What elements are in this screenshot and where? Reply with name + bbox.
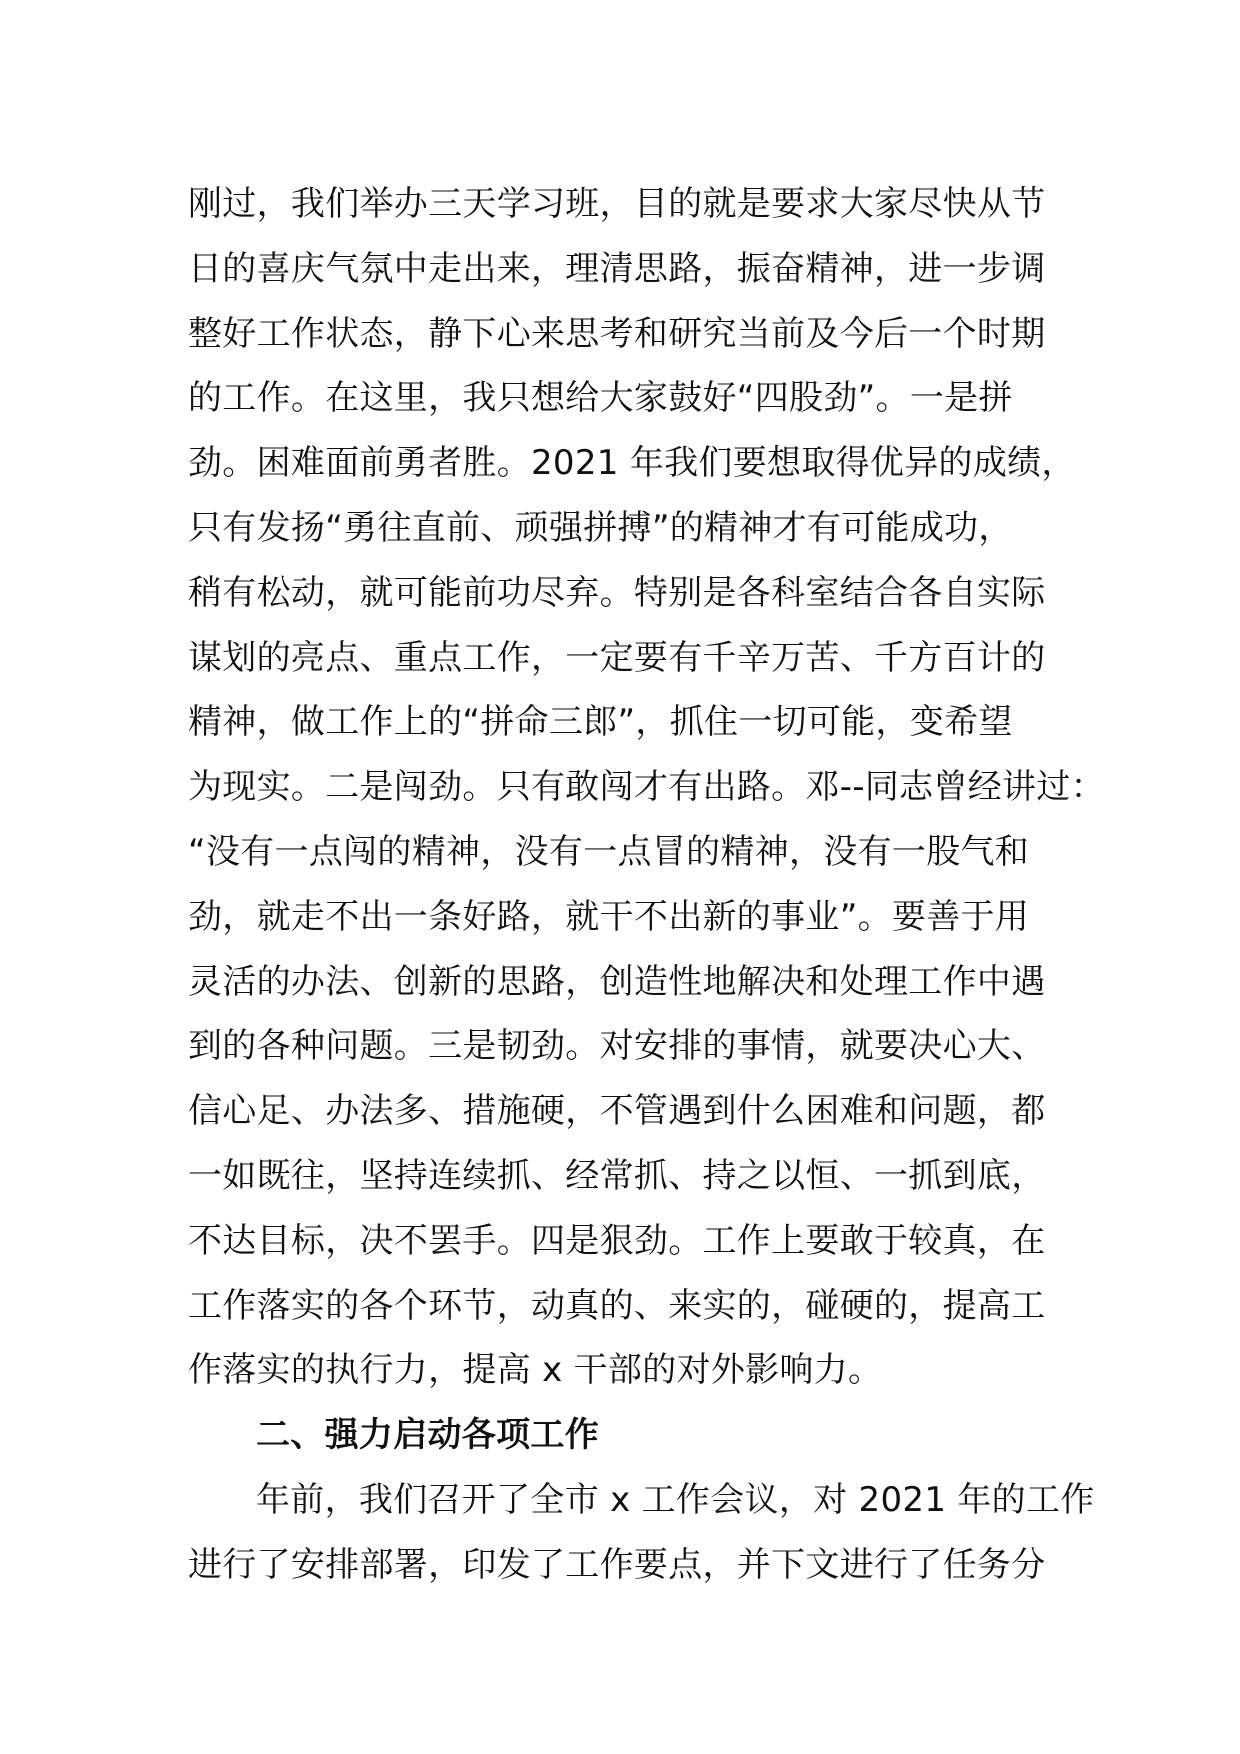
document-body	[188, 172, 1105, 1598]
text-line: 年前，我们召开了全市 x 工作会议，对 2021 年的工作	[256, 1479, 1095, 1520]
text-line: 稍有松动，就可能前功尽弃。特别是各科室结合各自实际	[188, 572, 1046, 613]
text-line: 刚过，我们举办三天学习班，目的就是要求大家尽快从节	[188, 184, 1046, 224]
text-line: 到的各种问题。三是韧劲。对安排的事情，就要决心大、	[188, 1026, 1046, 1067]
text-line: 不达目标，决不罢手。四是狠劲。工作上要敢于较真，在	[188, 1220, 1046, 1261]
text-line: 进行了安排部署，印发了工作要点，并下文进行了任务分	[188, 1544, 1046, 1585]
text-line: “没有一点闯的精神，没有一点冒的精神，没有一股气和	[188, 831, 1030, 872]
text-line: 为现实。二是闯劲。只有敢闯才有出路。邓--同志曾经讲过：	[188, 767, 1105, 808]
text-line: 劲。困难面前勇者胜。2021 年我们要想取得优异的成绩，	[188, 443, 1076, 484]
text-line: 日的喜庆气氛中走出来，理清思路，振奋精神，进一步调	[188, 248, 1046, 289]
text-line: 作落实的执行力，提高 x 干部的对外影响力。	[188, 1350, 883, 1391]
text-line: 一如既往，坚持连续抓、经常抓、持之以恒、一抓到底，	[188, 1155, 1046, 1196]
text-line: 灵活的办法、创新的思路，创造性地解决和处理工作中遇	[188, 961, 1046, 1002]
section-heading: 二、强力启动各项工作	[256, 1415, 599, 1456]
text-line: 的工作。在这里，我只想给大家鼓好“四股劲”。一是拼	[188, 378, 1013, 419]
text-line: 整好工作状态，静下心来思考和研究当前及今后一个时期	[188, 313, 1046, 354]
text-line: 只有发扬“勇往直前、顽强拼搏”的精神才有可能成功，	[188, 507, 1013, 548]
text-line: 工作落实的各个环节，动真的、来实的，碰硬的，提高工	[188, 1285, 1046, 1326]
text-line: 劲，就走不出一条好路，就干不出新的事业”。要善于用	[188, 896, 1030, 937]
text-line: 谋划的亮点、重点工作，一定要有千辛万苦、千方百计的	[188, 637, 1046, 678]
text-line: 精神，做工作上的“拼命三郎”，抓住一切可能，变希望	[188, 702, 1013, 743]
text-line: 信心足、办法多、措施硬，不管遇到什么困难和问题，都	[188, 1091, 1046, 1132]
